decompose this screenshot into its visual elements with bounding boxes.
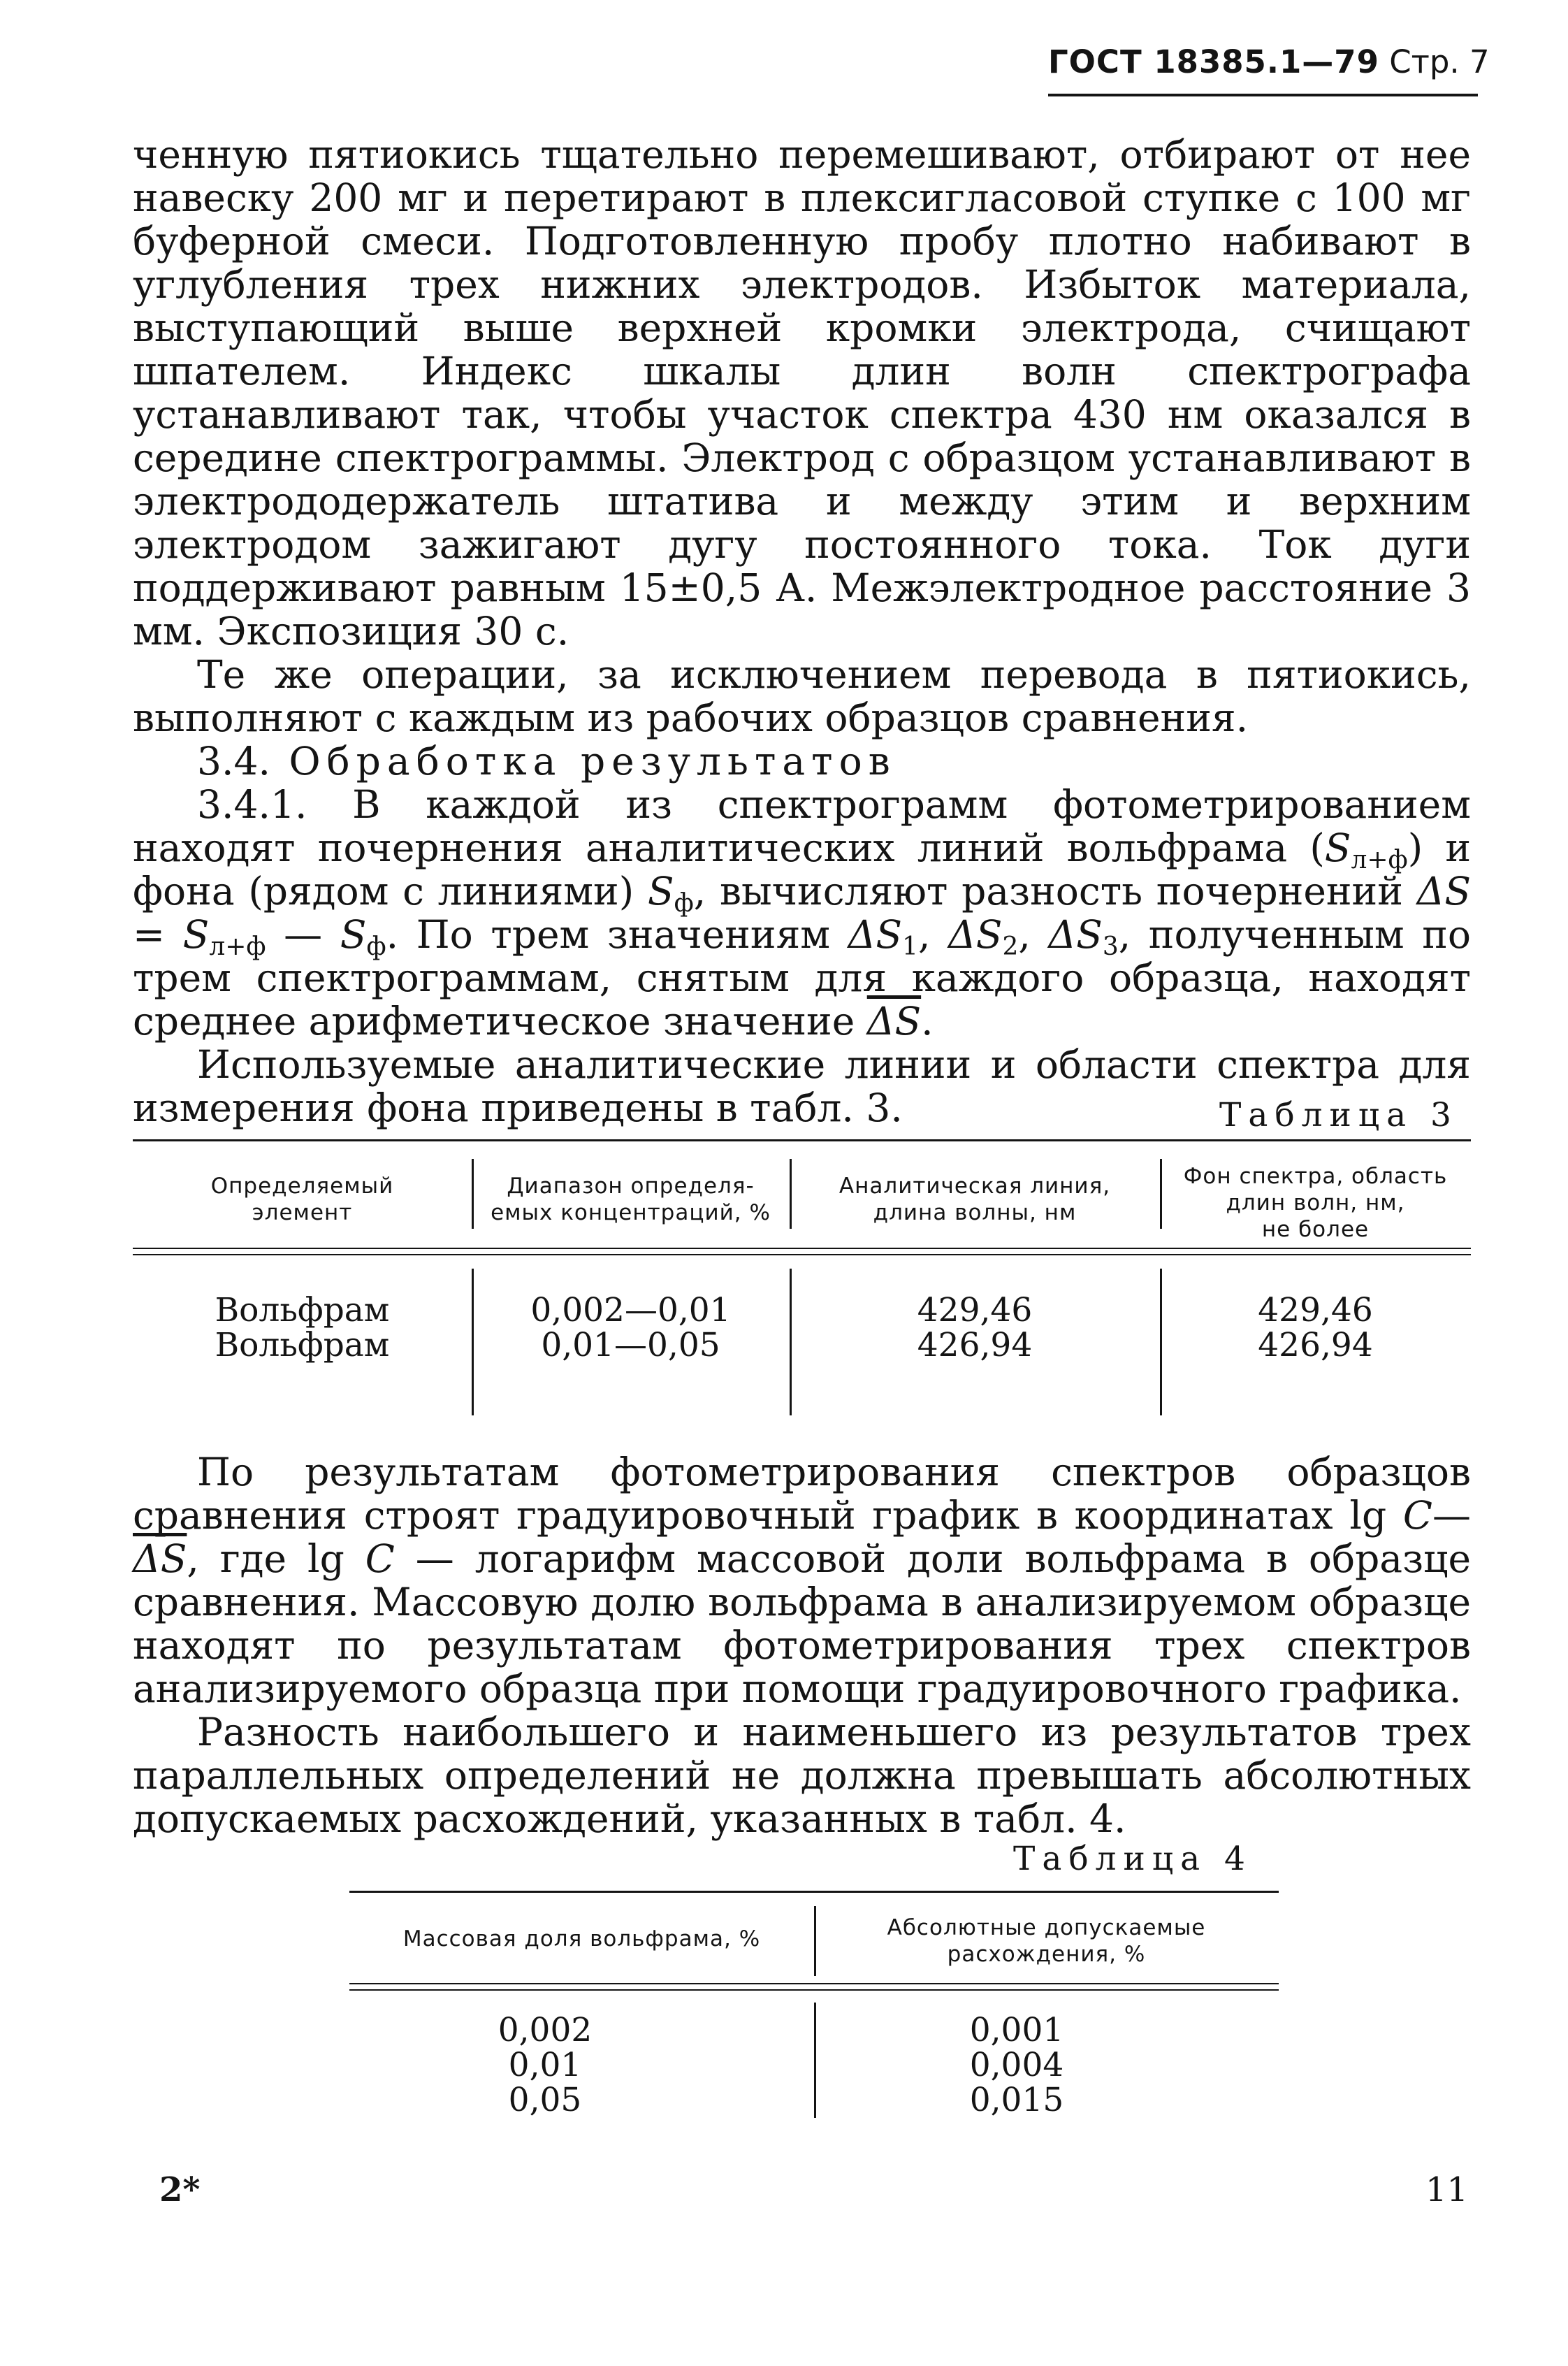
section-number: 3.4. xyxy=(197,739,270,784)
table3-header-line: Аналитическая линия, длина волны, нм xyxy=(839,1174,1111,1225)
signature-mark: 2* xyxy=(159,2170,201,2209)
mean-delta-s: $\overline{\Delta S}$ xyxy=(866,999,922,1044)
paragraph-4: Используемые аналитические линии и области спектра для измерения фона приведены в табл. 3. xyxy=(133,1042,1471,1130)
paragraph-3: 3.4.1. В каждой из спектрограмм фотометрированием находят почернения аналитических линий вольфрама $(S_{л+ф})$ и фона (рядом с линиями) $S_ф$, вычисляют разность почернений $\Delta S = S_{л+ф}$ — $S_ф$. По трем значениям $\Delta S_1$, $\Delta S_2$, $\Delta S_3$, полученным по трем спектрограммам, снятым для каждого образца, находят среднее арифметическое значение $\overline{\Delta S}$. xyxy=(133,782,1472,1044)
table-cell: 0,001 xyxy=(969,2011,1064,2049)
paragraph-5: По результатам фотометрирования спектров образцов сравнения строят градуировочный график в координатах $\lg C—\overline{\Delta S}$, где lg C — логарифм массовой доли вольфрама в образце сравнения. Массовую долю вольфрама в анализируемом образце находят по результатам фотометрирования трех спектров анализируемого образца при помощи градуировочного графика. xyxy=(133,1450,1472,1711)
table3-header-range: Диапазон определя- емых концентраций, % xyxy=(491,1174,771,1225)
table3-col-element xyxy=(133,1293,472,1363)
table3-header-background: Фон спектра, область длин волн, нм, не более xyxy=(1183,1164,1448,1242)
standard-number: ГОСТ 18385.1—79 xyxy=(1048,43,1379,80)
table3-header-element: Определяемый элемент xyxy=(210,1174,394,1225)
table3-col-background xyxy=(1160,1293,1471,1363)
table-cell: 0,002 xyxy=(498,2011,593,2049)
table-cell: 0,05 xyxy=(508,2081,582,2119)
table4-header-fraction: Массовая доля вольфрама, % xyxy=(402,1926,761,1952)
table3-top-rule xyxy=(133,1139,1471,1141)
table3-col-range xyxy=(472,1293,790,1363)
table3-header-rule xyxy=(133,1248,1471,1255)
table-cell: Вольфрам xyxy=(215,1326,390,1364)
table4-top-rule xyxy=(349,1891,1279,1893)
table3-caption: Таблица 3 xyxy=(1219,1096,1458,1134)
table-cell: 429,46 xyxy=(1258,1291,1373,1329)
table-cell: 426,94 xyxy=(1258,1326,1373,1364)
table4-header-tolerance: Абсолютные допускаемые расхождения, % xyxy=(887,1915,1206,1967)
table-cell: 0,01 xyxy=(508,2046,582,2084)
body-text-upper xyxy=(133,133,1471,1130)
table-4 xyxy=(349,1891,1279,2121)
body-text-lower xyxy=(133,1450,1471,1840)
table-cell: 0,004 xyxy=(969,2046,1064,2084)
section-title: Обработка результатов xyxy=(289,739,896,784)
table3-col-line xyxy=(790,1293,1160,1363)
table4-col-fraction xyxy=(349,2013,741,2118)
paragraph-6: Разность наибольшего и наименьшего из результатов трех параллельных определений не должна превышать абсолютных допускаемых расхождений, указанных в табл. 4. xyxy=(133,1710,1471,1841)
table4-header-rule xyxy=(349,1983,1279,1991)
table-cell: 429,46 xyxy=(917,1291,1033,1329)
table-3 xyxy=(133,1139,1471,1419)
table-cell: 0,015 xyxy=(969,2081,1064,2119)
table-cell: Вольфрам xyxy=(215,1291,390,1329)
paragraph-1: ченную пятиокись тщательно перемешивают, отбирают от нее навеску 200 мг и перетирают в плексигласовой ступке с 100 мг буферной смеси. Подготовленную пробу плотно набивают в углубления трех нижних электродов. Избыток материала, выступающий выше верхней кромки электрода, счищают шпателем. Индекс шкалы длин волн спектрографа устанавливают так, чтобы участок спектра 430 нм оказался в середине спектрограммы. Электрод с образцом устанавливают в электрододержатель штатива и между этим и верхним электродом зажигают дугу постоянного тока. Ток дуги поддерживают равным 15±0,5 А. Межэлектродное расстояние 3 мм. Экспозиция 30 с. xyxy=(133,132,1471,654)
mean-delta-s: $\overline{\Delta S}$ xyxy=(133,1536,187,1581)
page-label: Стр. 7 xyxy=(1389,43,1490,80)
table-cell: 0,01—0,05 xyxy=(541,1326,720,1364)
header-rule xyxy=(1048,94,1478,96)
table4-caption: Таблица 4 xyxy=(1013,1840,1252,1878)
table4-col-tolerance xyxy=(814,2013,1219,2118)
page-header xyxy=(1048,43,1490,106)
table-cell: 0,002—0,01 xyxy=(530,1291,731,1329)
page-number: 11 xyxy=(1425,2170,1469,2209)
table-cell: 426,94 xyxy=(917,1326,1033,1364)
section-heading xyxy=(133,740,1471,783)
paragraph-2: Те же операции, за исключением перевода в пятиокись, выполняют с каждым из рабочих образцов сравнения. xyxy=(133,652,1471,740)
